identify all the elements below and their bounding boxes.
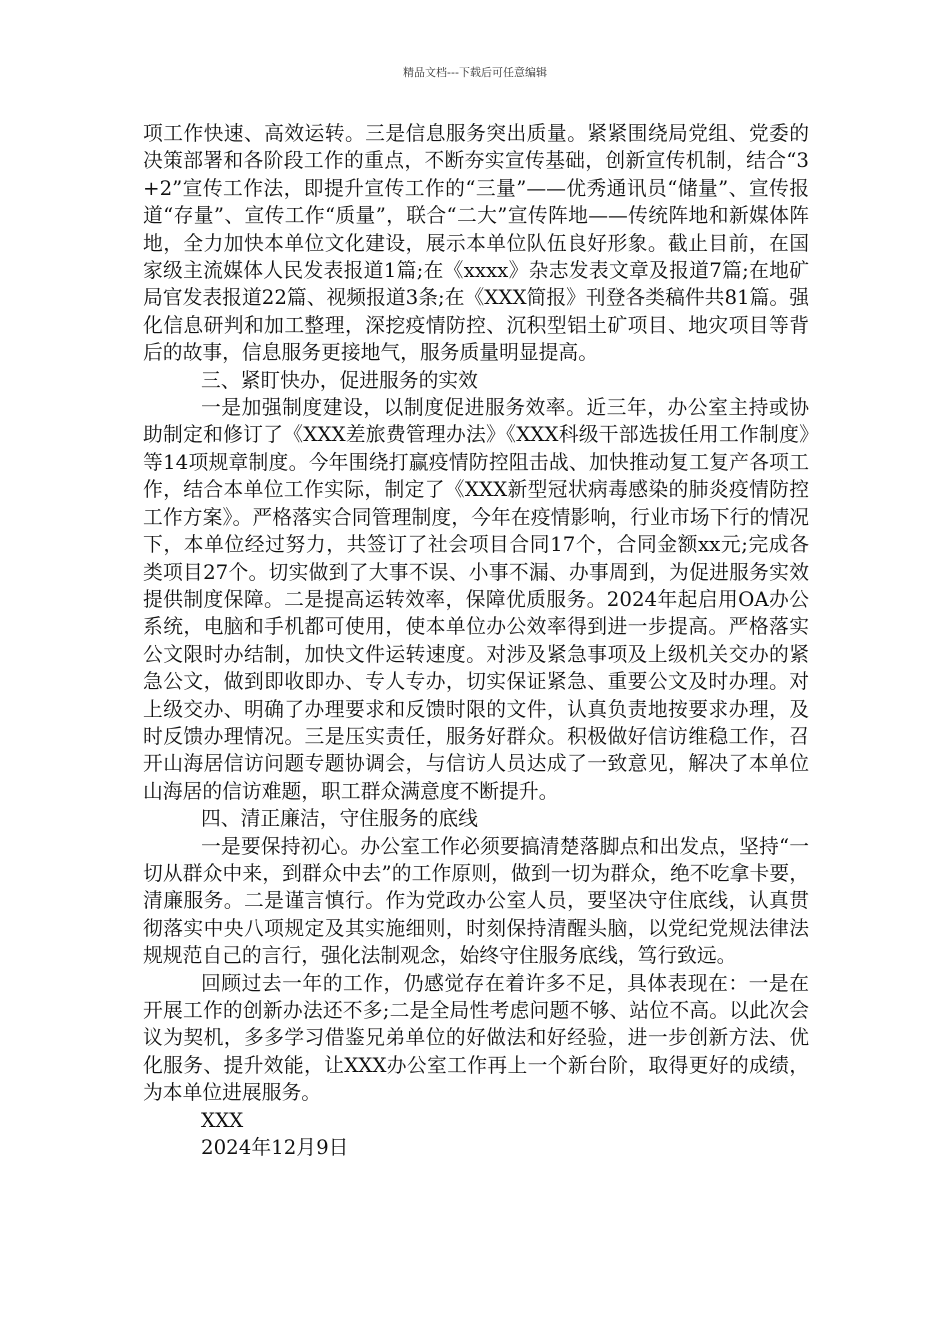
paragraph-review: 回顾过去一年的工作，仍感觉存在着许多不足，具体表现在：一是在开展工作的创新办法还不多;二是全局性考虑问题不够、站位不高。以此次会议为契机，多多学习借鉴兄弟单位的好做法和好经验，进一步创新方法、优化服务、提升效能，让XXX办公室工作再上一个新台阶，取得更好的成绩，为本单位进展服务。 [143, 971, 809, 1105]
section-heading-3: 三、紧盯快办，促进服务的实效 [201, 368, 478, 392]
paragraph-efficiency: 一是加强制度建设，以制度促进服务效率。近三年，办公室主持或协助制定和修订了《XXX差旅费管理办法》《XXX科级干部选拔任用工作制度》等14项规章制度。今年围绕打赢疫情防控阻击战、加快推动复工复产各项工作，结合本单位工作实际，制定了《XXX新型冠状病毒感染的肺炎疫情防控工作方案》。严格落实合同管理制度，今年在疫情影响，行业市场下行的情况下，本单位经过努力，共签订了社会项目合同17个，合同金额xx元;完成各类项目27个。切实做到了大事不误、小事不漏、办事周到，为促进服务实效提供制度保障。二是提高运转效率，保障优质服务。2024年起启用OA办公系统，电脑和手机都可使用，使本单位办公效率得到进一步提高。严格落实公文限时办结制，加快文件运转速度。对涉及紧急事项及上级机关交办的紧急公文，做到即收即办、专人专办，切实保证紧急、重要公文及时办理。对上级交办、明确了办理要求和反馈时限的文件，认真负责地按要求办理，及时反馈办理情况。三是压实责任，服务好群众。积极做好信访维稳工作，召开山海居信访问题专题协调会，与信访人员达成了一致意见，解决了本单位山海居的信访难题，职工群众满意度不断提升。 [143, 396, 809, 803]
signature-name: XXX [201, 1108, 244, 1132]
paragraph-info-service: 项工作快速、高效运转。三是信息服务突出质量。紧紧围绕局党组、党委的决策部署和各阶段工作的重点，不断夯实宣传基础，创新宣传机制，结合“3+2”宣传工作法，即提升宣传工作的“三量”——优秀通讯员“储量”、宣传报道“存量”、宣传工作“质量”，联合“二大”宣传阵地——传统阵地和新媒体阵地，全力加快本单位文化建设，展示本单位队伍良好形象。截止目前，在国家级主流媒体人民发表报道1篇;在《xxxx》杂志发表文章及报道7篇;在地矿局官发表报道22篇、视频报道3条;在《XXX简报》刊登各类稿件共81篇。强化信息研判和加工整理，深挖疫情防控、沉积型铝土矿项目、地灾项目等背后的故事，信息服务更接地气，服务质量明显提高。 [143, 122, 809, 365]
paragraph-integrity: 一是要保持初心。办公室工作必须要搞清楚落脚点和出发点，坚持“一切从群众中来，到群众中去”的工作原则，做到一切为群众，绝不吃拿卡要，清廉服务。二是谨言慎行。作为党政办公室人员，要坚决守住底线，认真贯彻落实中央八项规定及其实施细则，时刻保持清醒头脑，以党纪党规法律法规规范自己的言行，强化法制观念，始终守住服务底线，笃行致远。 [143, 834, 809, 968]
page-header-note: 精品文档---下载后可任意编辑 [403, 66, 547, 79]
signature-date: 2024年12月9日 [201, 1136, 349, 1160]
section-heading-4: 四、清正廉洁，守住服务的底线 [201, 807, 478, 831]
document-body [143, 120, 809, 1161]
